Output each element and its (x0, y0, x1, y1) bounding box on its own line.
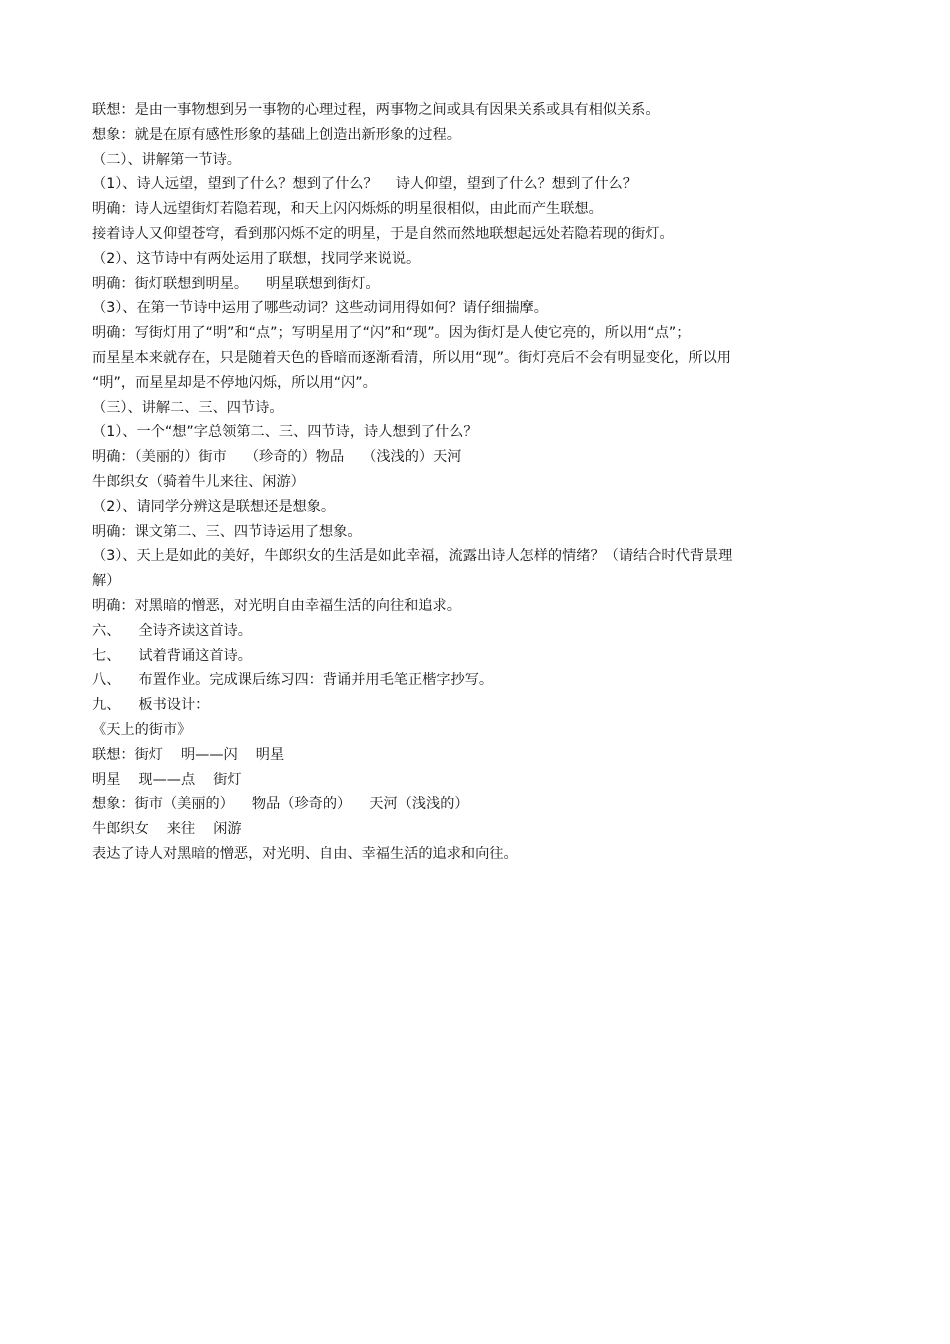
step-line: 六、 全诗齐读这首诗。 (92, 622, 252, 639)
text-line: 牛郎织女（骑着牛儿来往、闲游） (92, 473, 305, 490)
document-body (92, 98, 882, 867)
text-line: 明确：诗人远望街灯若隐若现，和天上闪闪烁烁的明星很相似，由此而产生联想。 (92, 201, 603, 218)
board-line: 联想：街灯 明——闪 明星 (92, 746, 285, 763)
text-line: 而星星本来就存在，只是随着天色的昏暗而逐渐看清，所以用“现”。街灯亮后不会有明显变化，所以用 (92, 349, 731, 366)
text-line: 明确：对黑暗的憎恶，对光明自由幸福生活的向往和追求。 (92, 597, 461, 614)
text-line: 表达了诗人对黑暗的憎恶，对光明、自由、幸福生活的追求和向往。 (92, 845, 518, 862)
question-line: （3）、在第一节诗中运用了哪些动词？这些动词用得如何？请仔细揣摩。 (92, 300, 548, 317)
section-heading: （三）、讲解二、三、四节诗。 (92, 399, 284, 416)
text-line: 明确：课文第二、三、四节诗运用了想象。 (92, 523, 362, 540)
question-line: （3）、天上是如此的美好，牛郎织女的生活是如此幸福，流露出诗人怎样的情绪？（请结合时代背景理 (92, 548, 733, 565)
text-line: 接着诗人又仰望苍穹，看到那闪烁不定的明星，于是自然而然地联想起远处若隐若现的街灯。 (92, 225, 674, 242)
text-line: 明确：（美丽的）街市 （珍奇的）物品 （浅浅的）天河 (92, 449, 462, 466)
text-line: 解） (92, 573, 121, 590)
step-line: 七、 试着背诵这首诗。 (92, 647, 252, 664)
text-line: 联想：是由一事物想到另一事物的心理过程，两事物之间或具有因果关系或具有相似关系。 (92, 102, 660, 118)
text-line: 想象：就是在原有感性形象的基础上创造出新形象的过程。 (92, 126, 461, 143)
text-line: 明确：写街灯用了“明”和“点”；写明星用了“闪”和“现”。因为街灯是人使它亮的，所以用“点”； (92, 325, 691, 342)
board-line: 想象：街市（美丽的） 物品（珍奇的） 天河（浅浅的） (92, 796, 469, 813)
question-line: （2）、请同学分辨这是联想还是想象。 (92, 498, 336, 515)
text-line: 明确：街灯联想到明星。 明星联想到街灯。 (92, 275, 380, 292)
step-line: 九、 板书设计： (92, 697, 210, 714)
question-line: （2）、这节诗中有两处运用了联想，找同学来说说。 (92, 250, 421, 267)
section-heading: （二）、讲解第一节诗。 (92, 151, 241, 168)
text-line: “明”，而星星却是不停地闪烁，所以用“闪”。 (92, 374, 377, 391)
question-line: （1）、诗人远望，望到了什么？想到了什么？ 诗人仰望，望到了什么？想到了什么？ (92, 176, 637, 193)
board-line: 牛郎织女 来往 闲游 (92, 821, 242, 838)
question-line: （1）、一个“想”字总领第二、三、四节诗，诗人想到了什么？ (92, 424, 478, 441)
board-title: 《天上的街市》 (92, 721, 192, 738)
board-line: 明星 现——点 街灯 (92, 771, 242, 788)
step-line: 八、 布置作业。完成课后练习四：背诵并用毛笔正楷字抄写。 (92, 672, 494, 689)
